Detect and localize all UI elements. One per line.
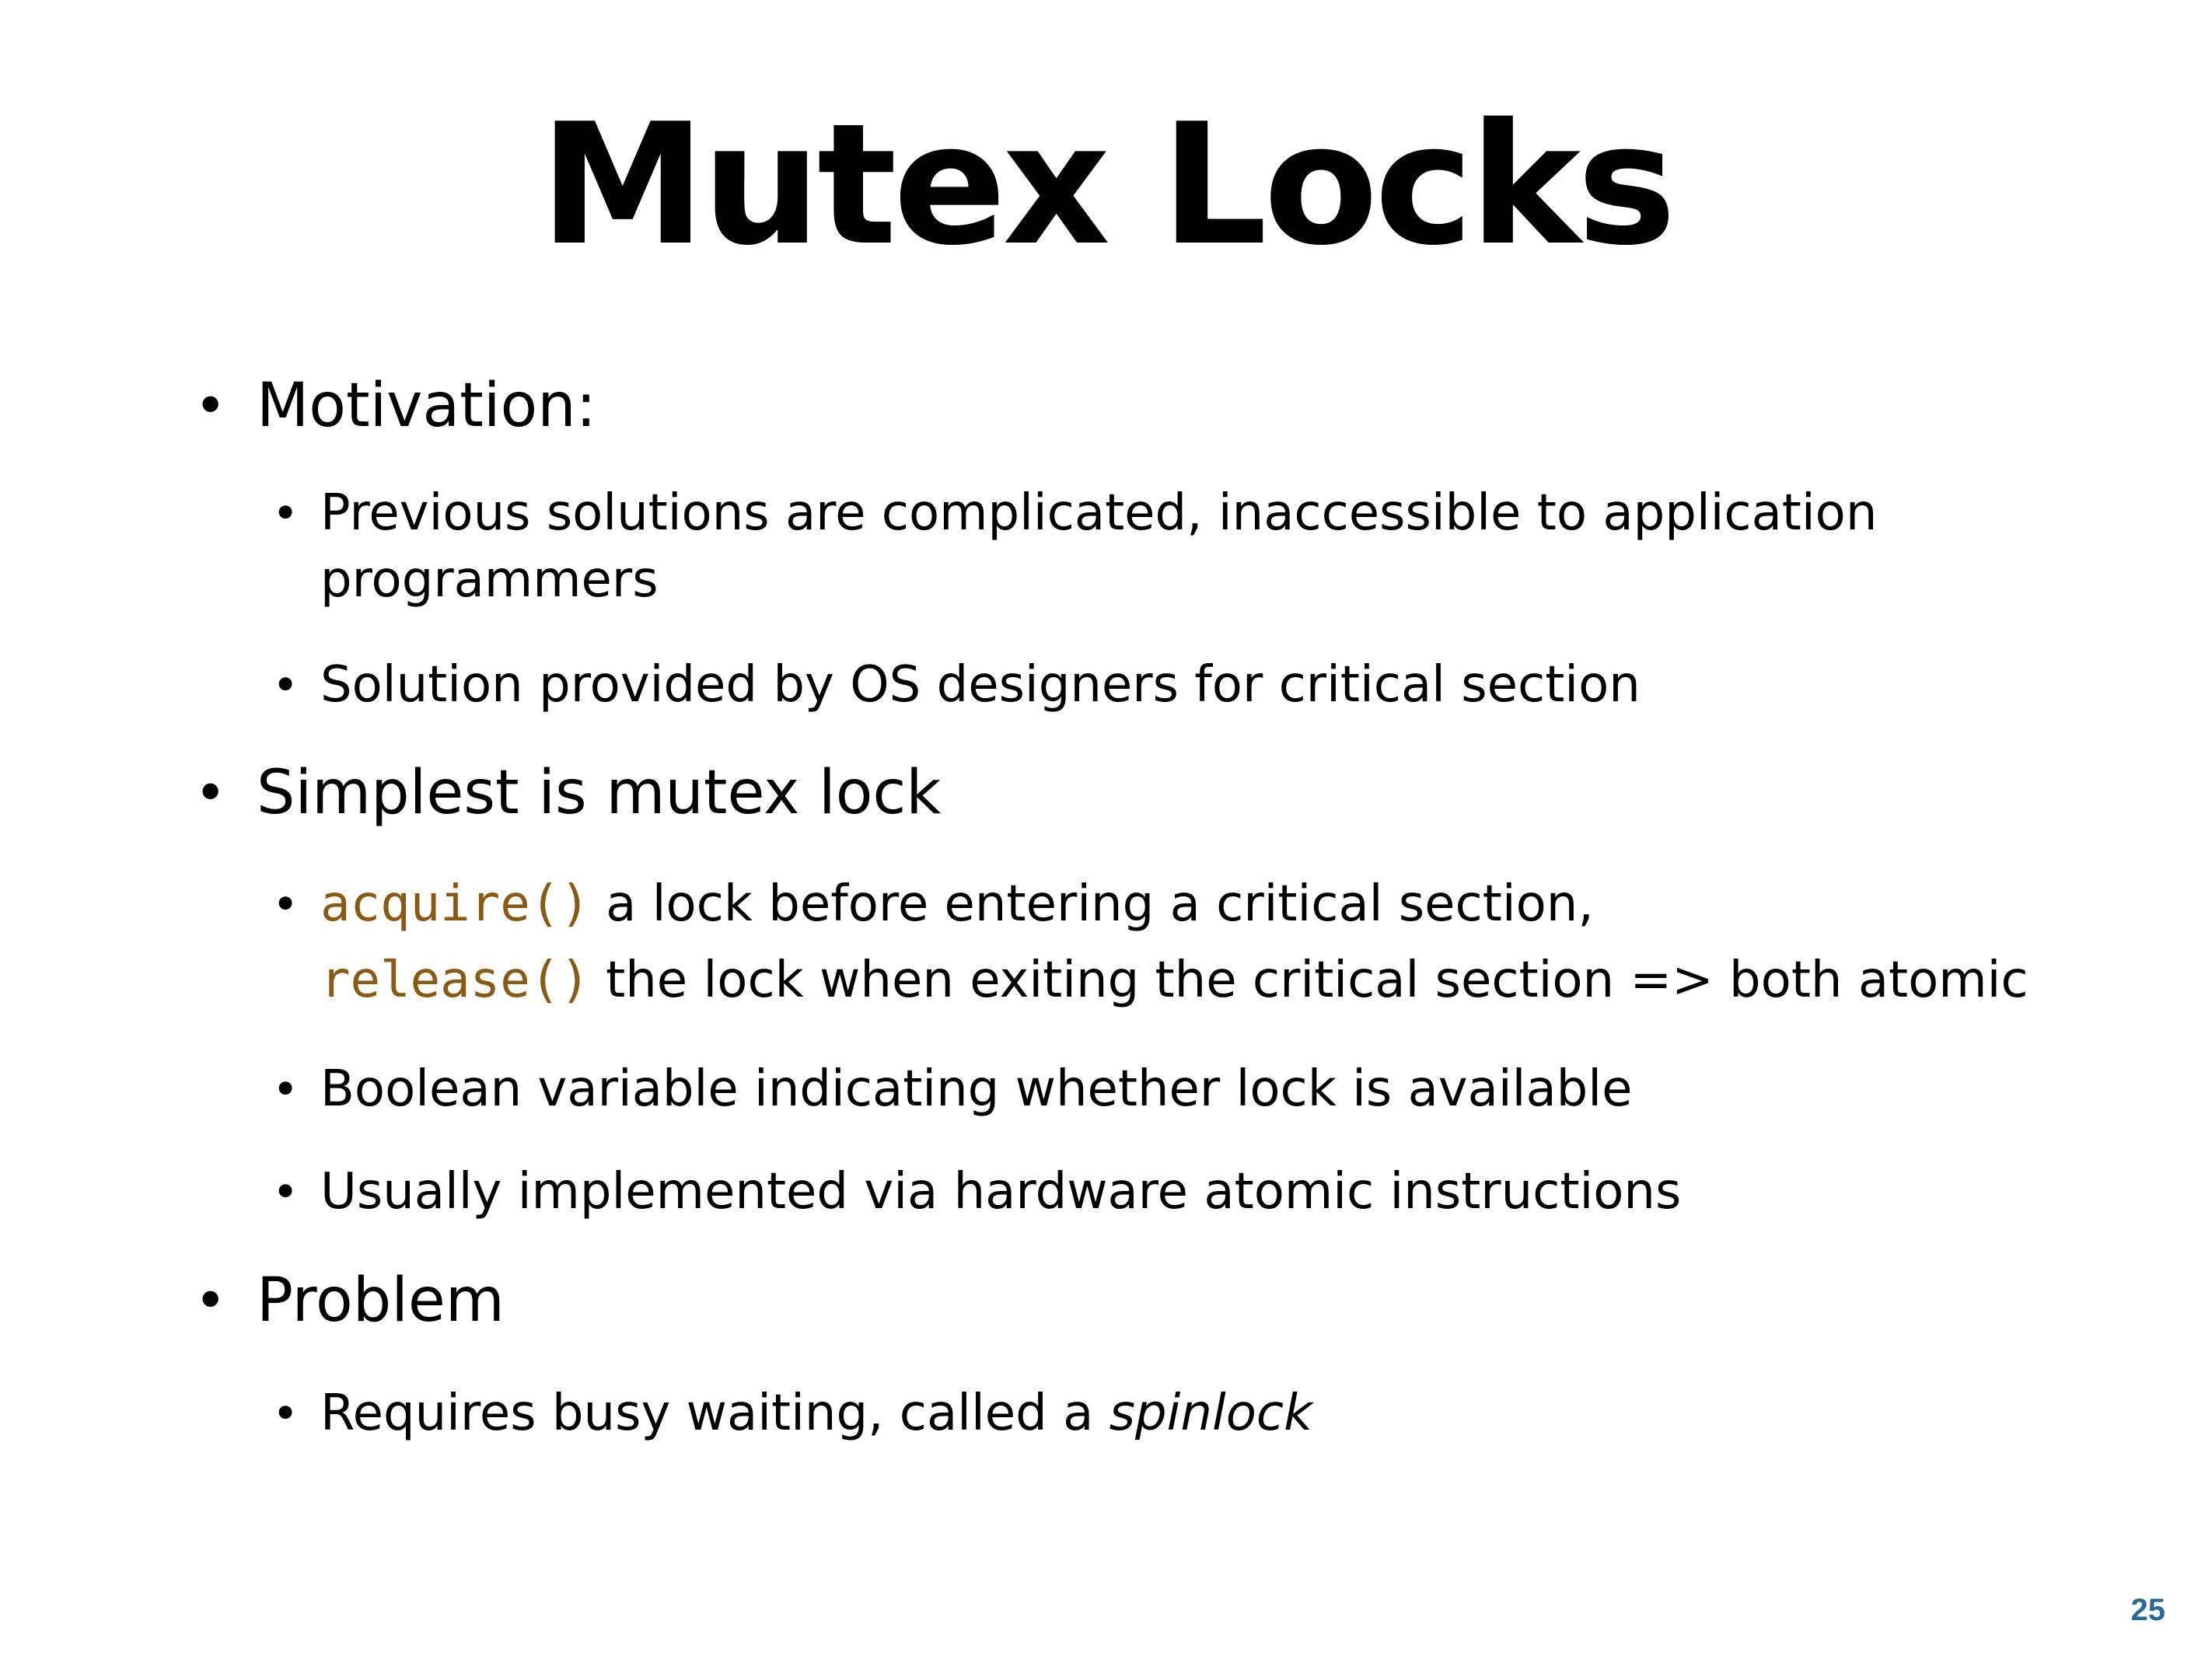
sub-bullet-boolean-variable xyxy=(272,1056,1633,1123)
sub-bullet-text: Usually implemented via hardware atomic instructions xyxy=(320,1163,1682,1221)
spinlock-emphasis: spinlock xyxy=(1109,1385,1313,1442)
acquire-code: acquire() xyxy=(320,875,590,933)
slide-title: Mutex Locks xyxy=(539,87,1673,282)
sub-bullet-previous-solutions-continuation xyxy=(320,547,659,613)
bullet-icon: • xyxy=(272,487,299,540)
bullet-simplest-mutex-lock xyxy=(194,754,942,832)
sub-bullet-release xyxy=(320,947,2029,1014)
sub-bullet-acquire xyxy=(272,871,1594,938)
bullet-icon: • xyxy=(194,761,227,825)
bullet-label: Problem xyxy=(257,1266,505,1336)
bullet-problem xyxy=(194,1262,505,1339)
bullet-icon: • xyxy=(272,1063,299,1116)
bullet-icon: • xyxy=(272,1387,299,1440)
bullet-label: Motivation: xyxy=(257,371,596,441)
bullet-motivation xyxy=(194,367,596,445)
sub-bullet-previous-solutions xyxy=(272,480,1878,547)
sub-bullet-text: programmers xyxy=(320,551,659,609)
sub-bullet-text: Solution provided by OS designers for critical section xyxy=(320,656,1641,714)
sub-bullet-text: a lock before entering a critical section, xyxy=(589,875,1594,933)
bullet-label: Simplest is mutex lock xyxy=(257,758,942,828)
sub-bullet-text: Previous solutions are complicated, inaccessible to application xyxy=(320,484,1878,542)
bullet-icon: • xyxy=(272,658,299,711)
bullet-icon: • xyxy=(194,1269,227,1332)
sub-bullet-busy-waiting xyxy=(272,1380,1313,1447)
bullet-icon: • xyxy=(272,1165,299,1218)
page-number: 25 xyxy=(2130,1593,2165,1627)
bullet-icon: • xyxy=(272,878,299,931)
bullet-icon: • xyxy=(194,374,227,438)
sub-bullet-os-solution xyxy=(272,651,1641,718)
sub-bullet-text: Requires busy waiting, called a xyxy=(320,1385,1109,1442)
sub-bullet-text: the lock when exiting the critical section => both atomic xyxy=(589,952,2029,1009)
sub-bullet-text: Boolean variable indicating whether lock is available xyxy=(320,1060,1633,1118)
release-code: release() xyxy=(320,952,590,1009)
sub-bullet-hardware-atomic xyxy=(272,1158,1682,1225)
